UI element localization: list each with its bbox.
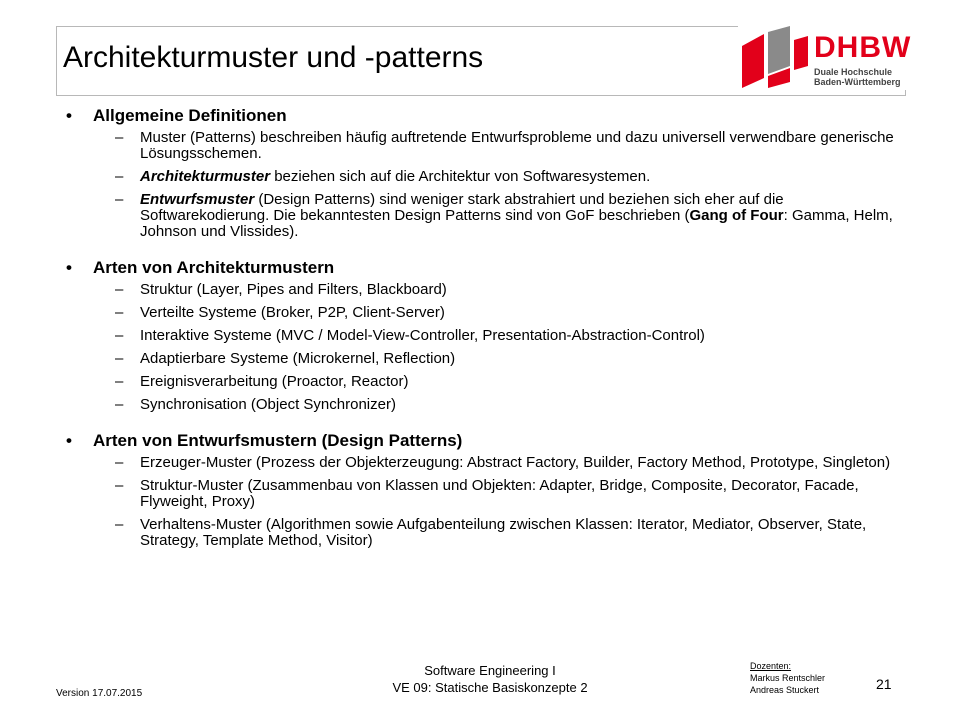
item-text: Struktur (Layer, Pipes and Filters, Blackboard) (140, 281, 447, 298)
dash: – (115, 477, 124, 494)
dash: – (115, 396, 124, 413)
section-list (66, 130, 916, 240)
section-title: Allgemeine Definitionen (93, 106, 287, 125)
bullet: • (66, 431, 72, 450)
dash: – (115, 168, 124, 185)
section-title: Arten von Entwurfsmustern (Design Patterns) (93, 431, 463, 450)
item-emphasis: Architekturmuster (140, 168, 271, 185)
bullet: • (66, 258, 72, 277)
item-bold: Gang of Four (689, 207, 784, 224)
item-text: beziehen sich auf die Architektur von Softwaresystemen. (270, 168, 651, 185)
logo-line1: Duale Hochschule (814, 67, 893, 77)
item-text: Adaptierbare Systeme (Microkernel, Reflection) (140, 350, 456, 367)
dash: – (115, 516, 124, 533)
list-item (66, 130, 916, 162)
lecturers (750, 660, 825, 696)
list-item (66, 328, 916, 344)
dash: – (115, 304, 124, 321)
section-title: Arten von Architekturmustern (93, 258, 335, 277)
dash: – (115, 454, 124, 471)
section-heading (66, 431, 916, 451)
lecturer-name: Markus Rentschler (750, 673, 826, 683)
slide-content (66, 106, 916, 556)
item-text: Erzeuger-Muster (Prozess der Objekterzeugung: Abstract Factory, Builder, Factory Method, Prototype, Singleton) (140, 454, 891, 471)
dhbw-logo (738, 26, 912, 90)
page-number: 21 (876, 676, 892, 692)
dash: – (115, 327, 124, 344)
list-item (66, 374, 916, 390)
dash: – (115, 281, 124, 298)
item-text: Muster (Patterns) beschreiben häufig auftretende Entwurfsprobleme und dazu universell verwendbare generische Lösungsschemen. (140, 129, 894, 162)
list-item (66, 192, 916, 240)
dash: – (115, 373, 124, 390)
dash: – (115, 191, 124, 208)
list-item (66, 282, 916, 298)
course-footer (380, 662, 600, 696)
list-item (66, 305, 916, 321)
list-item (66, 455, 916, 471)
dash: – (115, 129, 124, 146)
list-item (66, 478, 916, 510)
lecturers-label: Dozenten: (750, 661, 792, 671)
item-text: : Gamma, Helm, Johnson und Vlissides). (140, 207, 893, 240)
logo-line2: Baden-Württemberg (814, 77, 901, 87)
dhbw-logo-mark-icon (738, 26, 810, 88)
lecture-name: VE 09: Statische Basiskonzepte 2 (392, 680, 588, 695)
item-text: Ereignisverarbeitung (Proactor, Reactor) (140, 373, 409, 390)
section-list (66, 282, 916, 413)
item-emphasis: Entwurfsmuster (140, 191, 255, 208)
logo-wordmark: DHBW (814, 31, 912, 64)
version-label: Version 17.07.2015 (56, 688, 143, 699)
item-text: Synchronisation (Object Synchronizer) (140, 396, 396, 413)
bullet: • (66, 106, 72, 125)
item-text: (Design Patterns) sind weniger stark abstrahiert und beziehen sich eher auf die Softwarekodierung. Die bekanntesten Design Patterns sind von GoF beschrieben ( (140, 191, 784, 224)
list-item (66, 169, 916, 185)
list-item (66, 397, 916, 413)
section-heading (66, 106, 916, 126)
slide-title: Architekturmuster und -patterns (63, 41, 484, 74)
item-text: Interaktive Systeme (MVC / Model-View-Controller, Presentation-Abstraction-Control) (140, 327, 705, 344)
item-text: Struktur-Muster (Zusammenbau von Klassen und Objekten: Adapter, Bridge, Composite, Decorator, Facade, Flyweight, Proxy) (140, 477, 859, 510)
list-item (66, 517, 916, 549)
item-text: Verhaltens-Muster (Algorithmen sowie Aufgabenteilung zwischen Klassen: Iterator, Mediator, Observer, State, Strategy, Template Method, Visitor) (140, 516, 867, 549)
dash: – (115, 350, 124, 367)
lecturer-name: Andreas Stuckert (750, 685, 820, 695)
section-heading (66, 258, 916, 278)
item-text: Verteilte Systeme (Broker, P2P, Client-Server) (140, 304, 445, 321)
section-list (66, 455, 916, 549)
list-item (66, 351, 916, 367)
course-name: Software Engineering I (424, 663, 556, 678)
